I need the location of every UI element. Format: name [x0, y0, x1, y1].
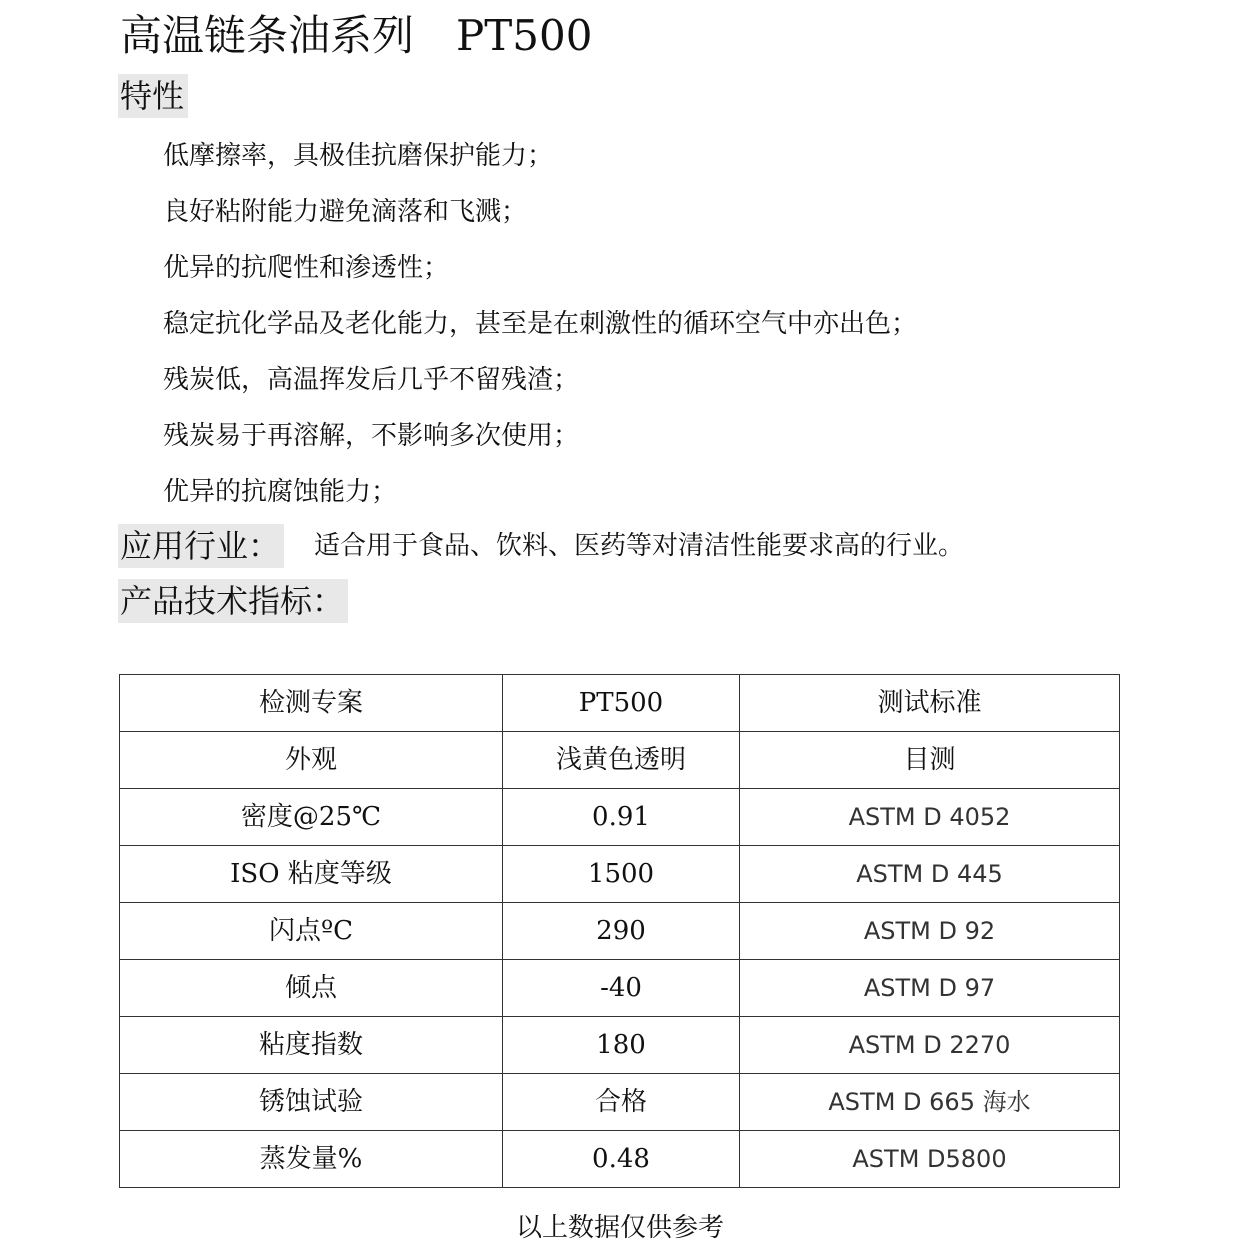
feature-item: 低摩擦率，具极佳抗磨保护能力； [163, 141, 554, 171]
page-title [120, 8, 592, 64]
cell-item: 密度@25℃ [120, 789, 503, 846]
table-header-row [120, 675, 1120, 732]
feature-item: 良好粘附能力避免滴落和飞溅； [163, 197, 528, 227]
cell-item: 倾点 [120, 960, 503, 1017]
cell-item: 锈蚀试验 [120, 1074, 503, 1131]
cell-item: ISO 粘度等级 [120, 846, 503, 903]
footnote: 以上数据仅供参考 [515, 1213, 724, 1243]
cell-standard: ASTM D 665 海水 [740, 1074, 1120, 1131]
cell-item: 外观 [120, 732, 503, 789]
table-row [120, 960, 1120, 1017]
features-heading: 特性 [118, 74, 188, 118]
industry-heading: 应用行业： [118, 524, 284, 568]
specs-heading: 产品技术指标： [118, 579, 348, 623]
feature-item: 优异的抗腐蚀能力； [163, 477, 398, 507]
feature-item: 残炭低，高温挥发后几乎不留残渣； [163, 365, 580, 395]
cell-standard: ASTM D5800 [740, 1131, 1120, 1188]
cell-value: 合格 [503, 1074, 740, 1131]
features-list [163, 128, 917, 520]
cell-value: 0.91 [503, 789, 740, 846]
cell-standard: ASTM D 4052 [740, 789, 1120, 846]
feature-item: 优异的抗爬性和渗透性； [163, 253, 450, 283]
cell-standard: ASTM D 2270 [740, 1017, 1120, 1074]
header-cell-item: 检测专案 [120, 675, 503, 732]
feature-item: 稳定抗化学品及老化能力，甚至是在刺激性的循环空气中亦出色； [163, 309, 918, 339]
table-row [120, 1131, 1120, 1188]
spec-table [119, 674, 1120, 1188]
cell-value: -40 [503, 960, 740, 1017]
table-row [120, 732, 1120, 789]
cell-item: 蒸发量% [120, 1131, 503, 1188]
header-cell-model: PT500 [503, 675, 740, 732]
model-name: PT500 [456, 11, 593, 60]
cell-value: 290 [503, 903, 740, 960]
cell-standard: 目测 [740, 732, 1120, 789]
cell-value: 1500 [503, 846, 740, 903]
table-row [120, 846, 1120, 903]
feature-item: 残炭易于再溶解，不影响多次使用； [163, 421, 580, 451]
cell-value: 0.48 [503, 1131, 740, 1188]
table-row [120, 1074, 1120, 1131]
table-row [120, 1017, 1120, 1074]
cell-standard: ASTM D 445 [740, 846, 1120, 903]
header-cell-standard: 测试标准 [740, 675, 1120, 732]
cell-value: 浅黄色透明 [503, 732, 740, 789]
table-row [120, 903, 1120, 960]
cell-value: 180 [503, 1017, 740, 1074]
series-title: 高温链条油系列 [120, 11, 415, 60]
cell-item: 粘度指数 [120, 1017, 503, 1074]
cell-standard: ASTM D 97 [740, 960, 1120, 1017]
cell-standard: ASTM D 92 [740, 903, 1120, 960]
table-row [120, 789, 1120, 846]
cell-item: 闪点ºC [120, 903, 503, 960]
industry-description: 适合用于食品、饮料、医药等对清洁性能要求高的行业。 [314, 531, 965, 561]
